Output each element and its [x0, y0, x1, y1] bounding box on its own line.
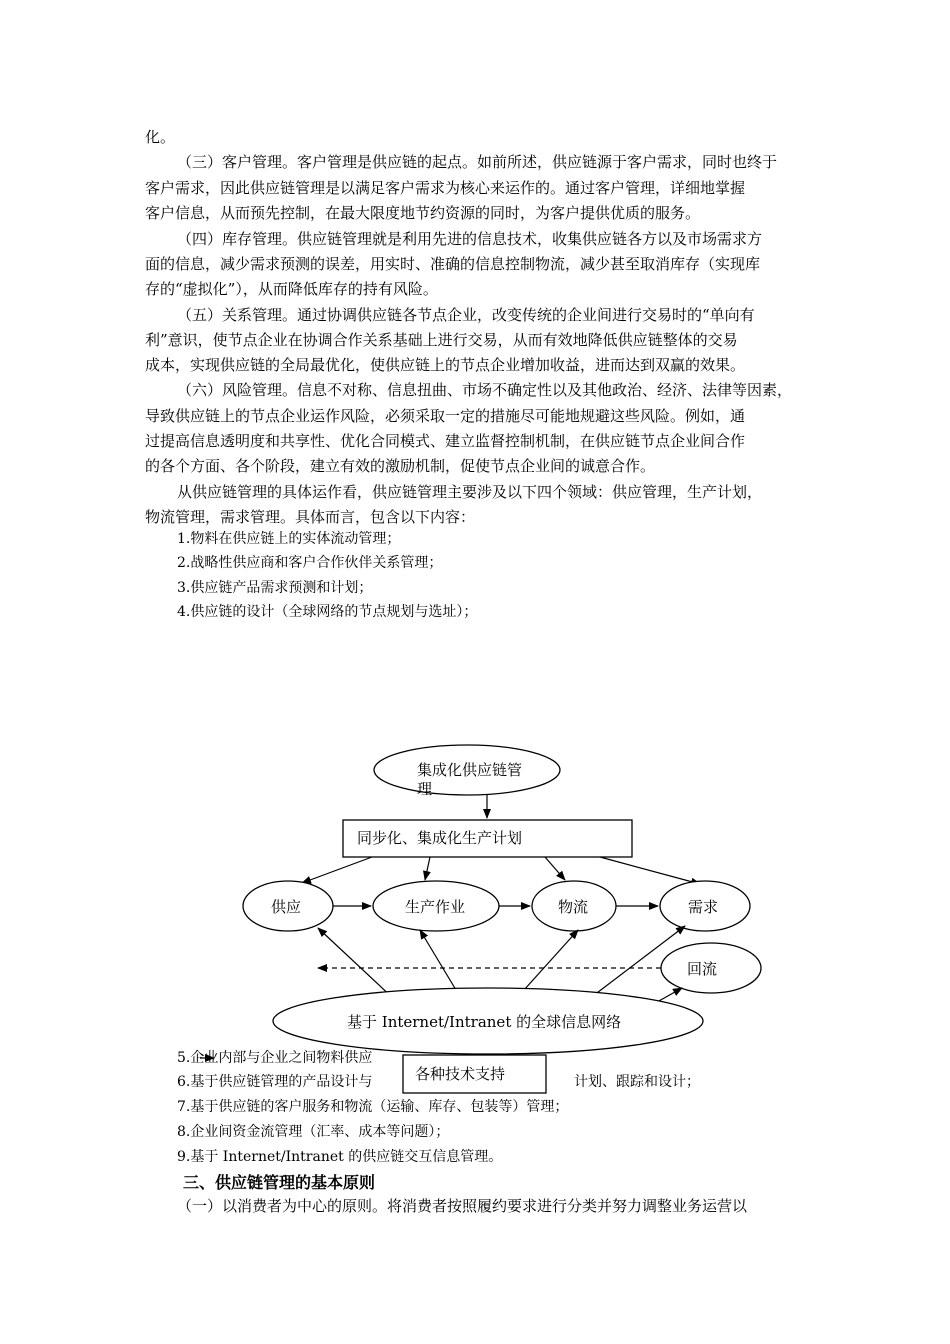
- paragraph-risk-line: （六）风险管理。信息不对称、信息扭曲、市场不确定性以及其他政治、经济、法律等因素，: [177, 381, 793, 399]
- arrow: [318, 928, 395, 1000]
- list-item: 2.战略性供应商和客户合作伙伴关系管理；: [177, 555, 443, 571]
- tech-support-label: 各种技术支持: [415, 1065, 506, 1083]
- paragraph-overview-line: 从供应链管理的具体运作看，供应链管理主要涉及以下四个领域：供应管理，生产计划，: [177, 483, 763, 501]
- list-item: 3.供应链产品需求预测和计划；: [177, 580, 373, 596]
- supply-label: 供应: [271, 898, 302, 916]
- demand-label: 需求: [688, 898, 719, 916]
- plan-box: [343, 820, 632, 857]
- arrow: [302, 857, 372, 883]
- paragraph-line: 化。: [145, 128, 176, 146]
- integrated-scm-node: [374, 745, 560, 798]
- logistics-label: 物流: [558, 898, 589, 916]
- list-item: 6.基于供应链管理的产品设计与: [177, 1074, 373, 1090]
- network-node: [273, 988, 703, 1054]
- list-item: 1.物料在供应链上的实体流动管理；: [177, 531, 401, 547]
- paragraph-inventory-line: （四）库存管理。供应链管理就是利用先进的信息技术，收集供应链各方以及市场需求方: [177, 230, 763, 248]
- supply-node: [243, 881, 333, 931]
- list-item-continued: 计划、跟踪和设计；: [574, 1074, 700, 1090]
- logistics-node: [532, 881, 616, 931]
- paragraph-customer-line: （三）客户管理。客户管理是供应链的起点。如前所述，供应链源于客户需求，同时也终于: [177, 153, 778, 171]
- arrow: [600, 857, 700, 884]
- demand-node: [660, 881, 750, 931]
- paragraph-inventory-line: 存的“虚拟化”），从而降低库存的持有风险。: [145, 280, 438, 298]
- return-label: 回流: [687, 960, 718, 978]
- paragraph-relation-line: （五）关系管理。通过协调供应链各节点企业，改变传统的企业间进行交易时的“单向有: [177, 306, 755, 324]
- section-heading: 三、供应链管理的基本原则: [183, 1173, 376, 1192]
- principle-line: （一）以消费者为中心的原则。将消费者按照履约要求进行分类并努力调整业务运营以: [177, 1197, 748, 1215]
- list-item: 7.基于供应链的客户服务和物流（运输、库存、包装等）管理；: [177, 1099, 569, 1115]
- integrated-scm-label-wrap: 理: [417, 780, 433, 798]
- integrated-scm-label: 集成化供应链管: [417, 761, 523, 779]
- production-label: 生产作业: [405, 898, 466, 916]
- arrow: [545, 857, 565, 880]
- paragraph-risk-line: 的各个方面、各个阶段，建立有效的激励机制，促使节点企业间的诚意合作。: [145, 457, 656, 475]
- arrow: [425, 857, 430, 880]
- paragraph-customer-line: 客户需求，因此供应链管理是以满足客户需求为核心来运作的。通过客户管理，详细地掌握: [145, 179, 746, 197]
- paragraph-relation-line: 利”意识，使节点企业在协调合作关系基础上进行交易，从而有效地降低供应链整体的交易: [145, 331, 738, 349]
- plan-box-label: 同步化、集成化生产计划: [357, 829, 523, 847]
- paragraph-risk-line: 过提高信息透明度和共享性、优化合同模式、建立监督控制机制，在供应链节点企业间合作: [145, 432, 746, 450]
- production-node: [373, 881, 499, 931]
- paragraph-overview-line: 物流管理，需求管理。具体而言，包含以下内容：: [145, 508, 476, 526]
- return-node: [661, 943, 761, 993]
- list-item: 9.基于 Internet/Intranet 的供应链交互信息管理。: [177, 1149, 503, 1165]
- paragraph-inventory-line: 面的信息，减少需求预测的误差，用实时、准确的信息控制物流，减少甚至取消库存（实现库: [145, 255, 761, 273]
- paragraph-risk-line: 导致供应链上的节点企业运作风险，必须采取一定的措施尽可能地规避这些风险。例如，通: [145, 407, 746, 425]
- list-item: 5.企业内部与企业之间物料供应: [177, 1050, 373, 1066]
- tech-support-box: [403, 1055, 546, 1093]
- list-item: 4.供应链的设计（全球网络的节点规划与选址）；: [177, 604, 478, 620]
- network-label: 基于 Internet/Intranet 的全球信息网络: [347, 1013, 622, 1031]
- paragraph-customer-line: 客户信息，从而预先控制，在最大限度地节约资源的同时，为客户提供优质的服务。: [145, 204, 701, 222]
- paragraph-relation-line: 成本，实现供应链的全局最优化，使供应链上的节点企业增加收益，进而达到双赢的效果。: [145, 356, 746, 374]
- list-item: 8.企业间资金流管理（汇率、成本等问题）；: [177, 1124, 450, 1140]
